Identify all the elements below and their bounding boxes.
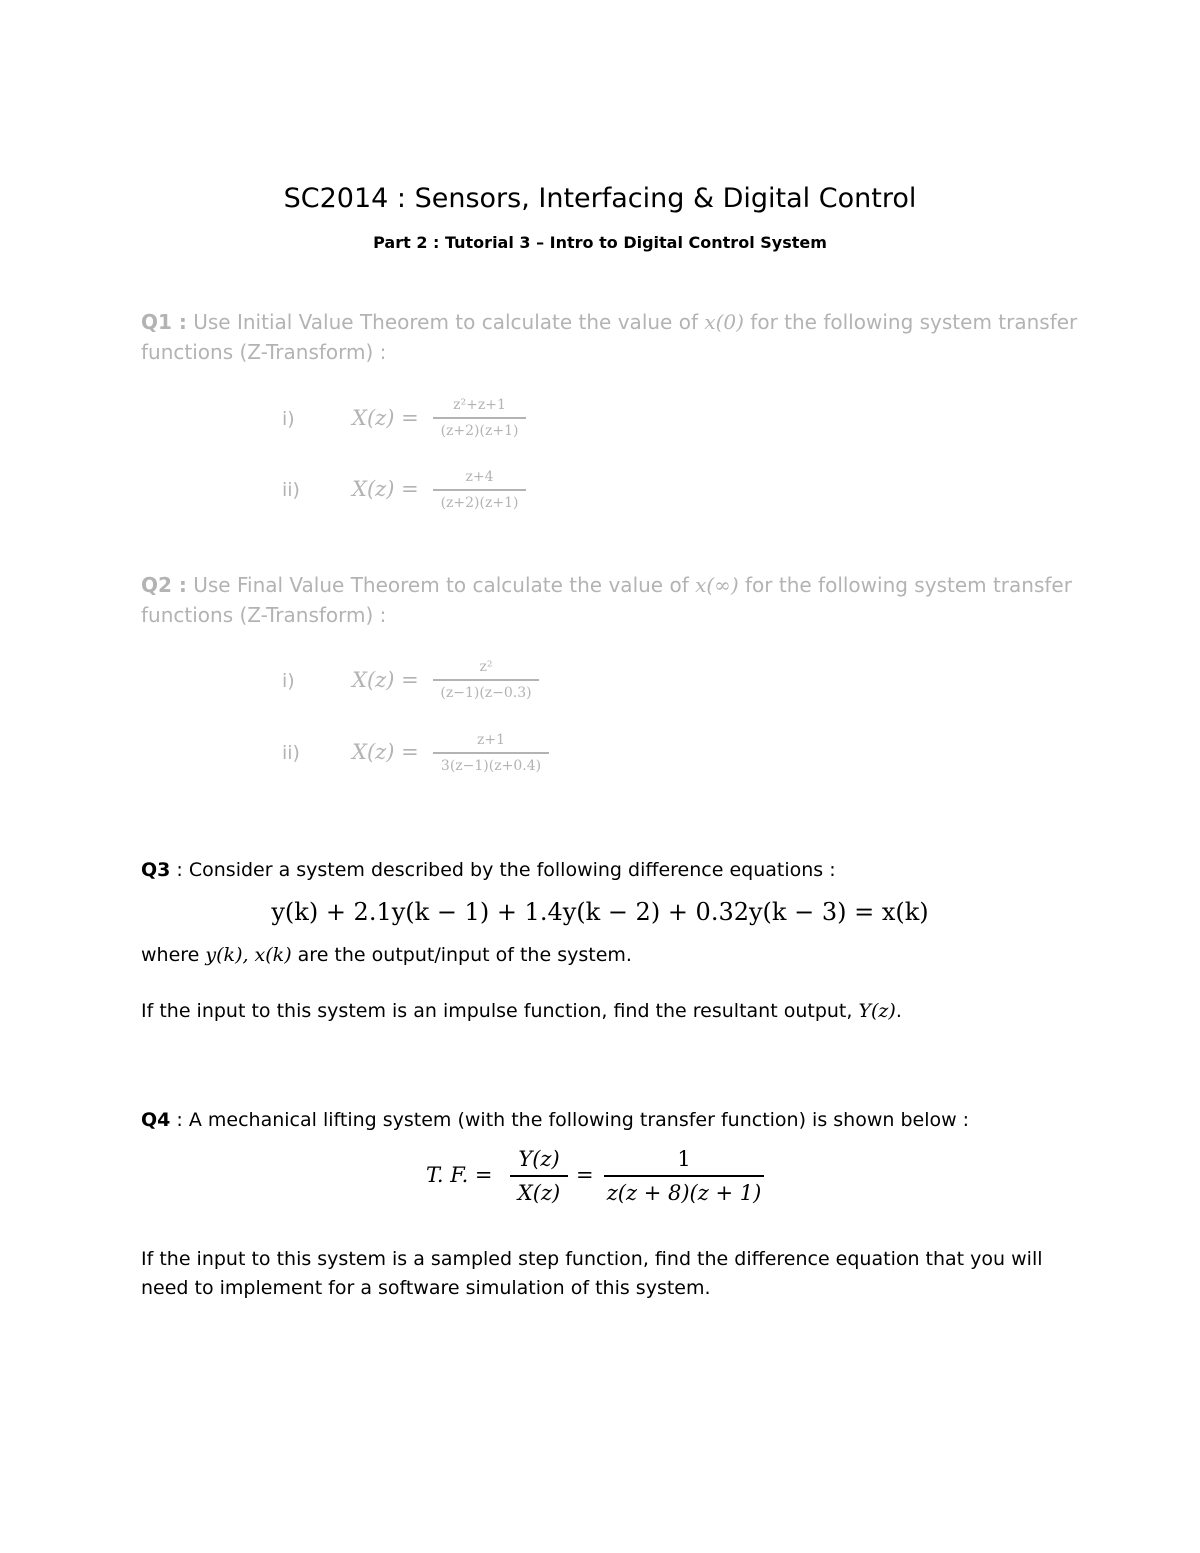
q2-line1 (141, 573, 1072, 597)
q3-difference-equation: y(k) + 2.1y(k − 1) + 1.4y(k − 2) + 0.32y(k − 3) = x(k) (271, 898, 929, 926)
q2-item2-lhs: X(z) = (352, 740, 419, 764)
q3-label: Q3 (141, 859, 171, 881)
q1-variable: x(0) (704, 310, 744, 334)
q2-item2-denominator: 3(z−1)(z+0.4) (440, 757, 542, 774)
q1-text-after: for the following system transfer (743, 310, 1078, 334)
q4-tf-den2: z(z + 8)(z + 1) (606, 1181, 762, 1205)
q2-variable: x(∞) (695, 573, 739, 597)
q1-label: Q1 : (141, 310, 187, 334)
q1-text-before: Use Initial Value Theorem to calculate the value of (186, 310, 705, 334)
q2-item1-denominator: (z−1)(z−0.3) (440, 684, 532, 701)
document-title: SC2014 : Sensors, Interfacing & Digital Control (283, 183, 917, 214)
q2-item1-index: i) (282, 670, 295, 692)
document-subtitle: Part 2 : Tutorial 3 – Intro to Digital Control System (373, 233, 827, 252)
q1-item1-numerator: z²+z+1 (453, 397, 506, 413)
q3-impulse-after: . (895, 1000, 902, 1022)
q4-tf-lhs: T. F. = (426, 1163, 493, 1187)
q4-line1 (141, 1109, 969, 1131)
q1-item1-fraction (433, 396, 526, 440)
q2-item1-numerator: z² (479, 659, 493, 675)
q1-item2-lhs: X(z) = (352, 477, 419, 501)
q3-text: : Consider a system described by the following difference equations : (170, 859, 836, 881)
q4-tf-fraction1 (510, 1146, 568, 1206)
q3-where-after: are the output/input of the system. (291, 944, 632, 966)
q4-tf-den1: X(z) (517, 1181, 561, 1205)
q1-line2: functions (Z-Transform) : (141, 340, 387, 364)
q4-tf-equals: = (576, 1163, 594, 1187)
q1-line1 (141, 310, 1077, 334)
q2-line2: functions (Z-Transform) : (141, 603, 387, 627)
q4-tf-fraction2 (604, 1146, 764, 1206)
q4-tf-num1: Y(z) (518, 1147, 560, 1171)
q1-item1-index: i) (282, 408, 295, 430)
q3-impulse-var: Y(z) (858, 1000, 896, 1022)
q2-item1-fraction (433, 658, 539, 702)
q4-para-line1: If the input to this system is a sampled step function, find the difference equation that you will (141, 1248, 1043, 1270)
q4-para-line2: need to implement for a software simulation of this system. (141, 1277, 711, 1299)
q2-label: Q2 : (141, 573, 187, 597)
q3-line1 (141, 859, 836, 881)
q1-item2-denominator: (z+2)(z+1) (440, 494, 519, 511)
q1-item2-fraction (433, 468, 526, 512)
q1-item1-denominator: (z+2)(z+1) (440, 422, 519, 439)
q2-text-after: for the following system transfer (738, 573, 1072, 597)
q3-impulse-line (141, 1000, 902, 1022)
q3-where-line (141, 944, 632, 966)
q2-item2-index: ii) (282, 742, 300, 764)
q3-where-before: where (141, 944, 206, 966)
q1-item2-numerator: z+4 (465, 469, 494, 485)
q2-item2-fraction (433, 731, 549, 775)
q3-where-vars: y(k), x(k) (205, 944, 292, 966)
q4-tf-num2: 1 (677, 1147, 691, 1171)
q4-text: : A mechanical lifting system (with the following transfer function) is shown below : (170, 1109, 970, 1131)
q3-impulse-before: If the input to this system is an impulse function, find the resultant output, (141, 1000, 859, 1022)
q2-item1-lhs: X(z) = (352, 668, 419, 692)
q2-text-before: Use Final Value Theorem to calculate the value of (186, 573, 696, 597)
q2-item2-numerator: z+1 (476, 732, 505, 748)
q1-item2-index: ii) (282, 479, 300, 501)
q1-item1-lhs: X(z) = (352, 406, 419, 430)
q4-label: Q4 (141, 1109, 171, 1131)
